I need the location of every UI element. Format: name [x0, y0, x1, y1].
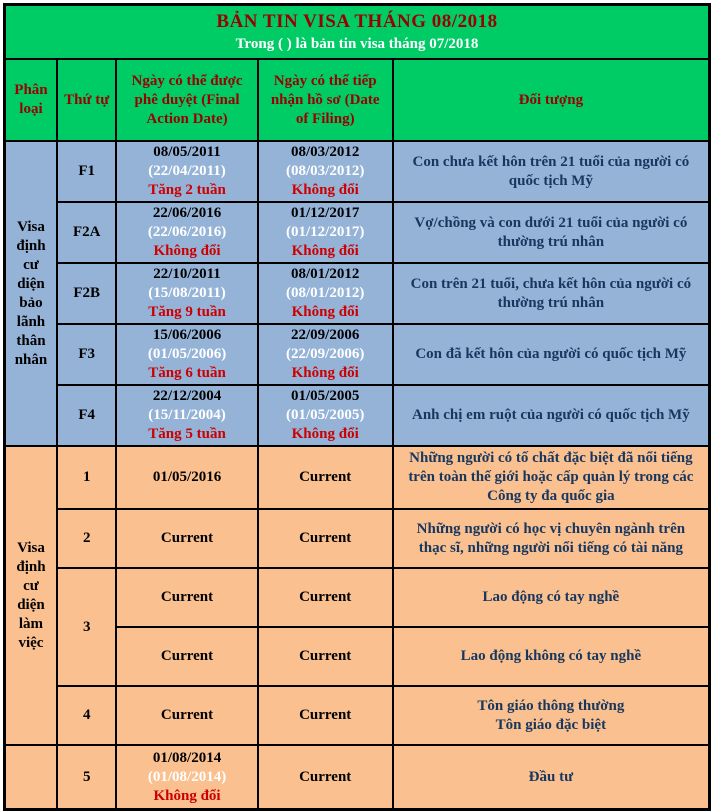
filing-cell: [258, 446, 393, 509]
col-header-final-action: Ngày có thể được phê duyệt (Final Action Date): [116, 59, 257, 141]
previous-final-action-date: (22/06/2016): [147, 224, 227, 240]
final-action-cell: [116, 202, 257, 263]
previous-filing-date: (08/03/2012): [286, 163, 365, 179]
final-action-date: 22/12/2004: [152, 388, 222, 404]
final-action-change: Không đổi: [153, 787, 221, 804]
visa-code: 2: [57, 509, 117, 568]
target-description: Lao động có tay nghề: [393, 568, 710, 627]
final-action-cell: [116, 745, 257, 810]
final-action-change: Tăng 6 tuần: [148, 365, 226, 381]
filing-cell: [258, 263, 393, 324]
final-action-change: Không đổi: [153, 243, 221, 259]
visa-code: F4: [57, 385, 117, 446]
target-description: Những người có học vị chuyên ngành trên thạc sĩ, những người nổi tiếng có tài năng: [393, 509, 710, 568]
previous-filing-date: (01/12/2017): [286, 224, 365, 240]
filing-date: 01/12/2017: [291, 205, 360, 221]
final-action-date: 01/05/2016: [152, 469, 222, 485]
filing-cell: [258, 745, 393, 810]
section-label-family: Visa định cư diện bảo lãnh thân nhân: [5, 141, 57, 446]
filing-change: Không đổi: [291, 182, 359, 198]
final-action-date: Current: [160, 648, 214, 664]
previous-filing-date: (08/01/2012): [286, 285, 365, 301]
visa-code: F2B: [57, 263, 117, 324]
target-description: Anh chị em ruột của người có quốc tịch Mỹ: [393, 385, 710, 446]
col-header-filing: Ngày có thể tiếp nhận hồ sơ (Date of Filing): [258, 59, 393, 141]
final-action-date: Current: [160, 589, 214, 605]
previous-filing-date: (22/09/2006): [286, 346, 365, 362]
table-row: [5, 385, 710, 446]
table-row: [5, 568, 710, 627]
filing-cell: [258, 568, 393, 627]
table-row: [5, 446, 710, 509]
final-action-change: Tăng 2 tuần: [148, 182, 226, 198]
target-line: Tôn giáo thông thường: [477, 697, 625, 714]
table-row: [5, 202, 710, 263]
visa-code: F2A: [57, 202, 117, 263]
final-action-date: 22/10/2011: [153, 266, 221, 282]
filing-date: Current: [299, 589, 352, 605]
target-description: Những người có tố chất đặc biệt đã nổi tiếng trên toàn thế giới hoặc cấp quản lý trong các Công ty đa quốc gia: [393, 446, 710, 509]
previous-final-action-date: (01/08/2014): [147, 768, 227, 785]
final-action-cell: [116, 263, 257, 324]
table-row: [5, 686, 710, 745]
final-action-date: Current: [160, 707, 214, 723]
filing-date: Current: [299, 768, 352, 785]
section-label-work: Visa định cư diện làm việc: [5, 446, 57, 745]
final-action-date: 15/06/2006: [152, 327, 222, 343]
table-row: [5, 141, 710, 202]
bulletin-header: [5, 5, 710, 60]
target-description: Lao động không có tay nghề: [393, 627, 710, 686]
bulletin-title: BẢN TIN VISA THÁNG 08/2018: [216, 11, 498, 32]
previous-final-action-date: (15/11/2004): [148, 407, 226, 423]
final-action-cell: [116, 324, 257, 385]
final-action-cell: [116, 568, 257, 627]
filing-change: Không đổi: [291, 426, 359, 442]
target-description: Con đã kết hôn của người có quốc tịch Mỹ: [393, 324, 710, 385]
filing-date: 08/01/2012: [291, 266, 360, 282]
visa-code: 4: [57, 686, 117, 745]
final-action-change: Tăng 9 tuần: [148, 304, 226, 320]
target-description: Con trên 21 tuổi, chưa kết hôn của người có thường trú nhân: [393, 263, 710, 324]
filing-cell: [258, 202, 393, 263]
final-action-cell: [116, 446, 257, 509]
final-action-date: 22/06/2016: [152, 205, 222, 221]
filing-cell: [258, 509, 393, 568]
visa-code: 1: [57, 446, 117, 509]
previous-final-action-date: (15/08/2011): [148, 285, 226, 301]
table-row: [5, 324, 710, 385]
table-row: [5, 263, 710, 324]
final-action-cell: [116, 627, 257, 686]
final-action-cell: [116, 141, 257, 202]
filing-change: Không đổi: [291, 304, 359, 320]
visa-code: 5: [57, 745, 117, 810]
visa-code: 3: [57, 568, 117, 686]
table-row: [5, 509, 710, 568]
final-action-cell: [116, 686, 257, 745]
filing-date: Current: [299, 707, 352, 723]
col-header-target: Đối tượng: [393, 59, 710, 141]
final-action-date: Current: [160, 530, 214, 546]
filing-date: 01/05/2005: [291, 388, 360, 404]
filing-cell: [258, 627, 393, 686]
filing-cell: [258, 686, 393, 745]
filing-cell: [258, 385, 393, 446]
bulletin-subtitle: Trong ( ) là bản tin visa tháng 07/2018: [235, 36, 479, 52]
visa-code: F1: [57, 141, 117, 202]
filing-date: Current: [299, 469, 352, 485]
target-description: Đầu tư: [393, 745, 710, 810]
filing-cell: [258, 324, 393, 385]
col-header-category: Phân loại: [5, 59, 57, 141]
target-description: Con chưa kết hôn trên 21 tuổi của người có quốc tịch Mỹ: [393, 141, 710, 202]
previous-filing-date: (01/05/2005): [286, 407, 365, 423]
target-description: [393, 686, 710, 745]
filing-date: Current: [299, 530, 352, 546]
final-action-cell: [116, 385, 257, 446]
filing-date: 08/03/2012: [291, 144, 360, 160]
filing-cell: [258, 141, 393, 202]
final-action-change: Tăng 5 tuần: [148, 426, 226, 442]
target-line: Tôn giáo đặc biệt: [495, 716, 607, 733]
filing-change: Không đổi: [291, 243, 359, 259]
visa-code: F3: [57, 324, 117, 385]
previous-final-action-date: (22/04/2011): [148, 163, 226, 179]
empty-category-cell: [5, 745, 57, 810]
previous-final-action-date: (01/05/2006): [147, 346, 227, 362]
target-description: Vợ/chồng và con dưới 21 tuổi của người có thường trú nhân: [393, 202, 710, 263]
filing-date: Current: [299, 648, 352, 664]
final-action-date: 01/08/2014: [152, 749, 222, 766]
table-row: [5, 745, 710, 810]
final-action-cell: [116, 509, 257, 568]
filing-change: Không đổi: [291, 365, 359, 381]
col-header-order: Thứ tự: [57, 59, 117, 141]
final-action-date: 08/05/2011: [153, 144, 221, 160]
filing-date: 22/09/2006: [291, 327, 360, 343]
visa-bulletin-table: [3, 3, 711, 811]
